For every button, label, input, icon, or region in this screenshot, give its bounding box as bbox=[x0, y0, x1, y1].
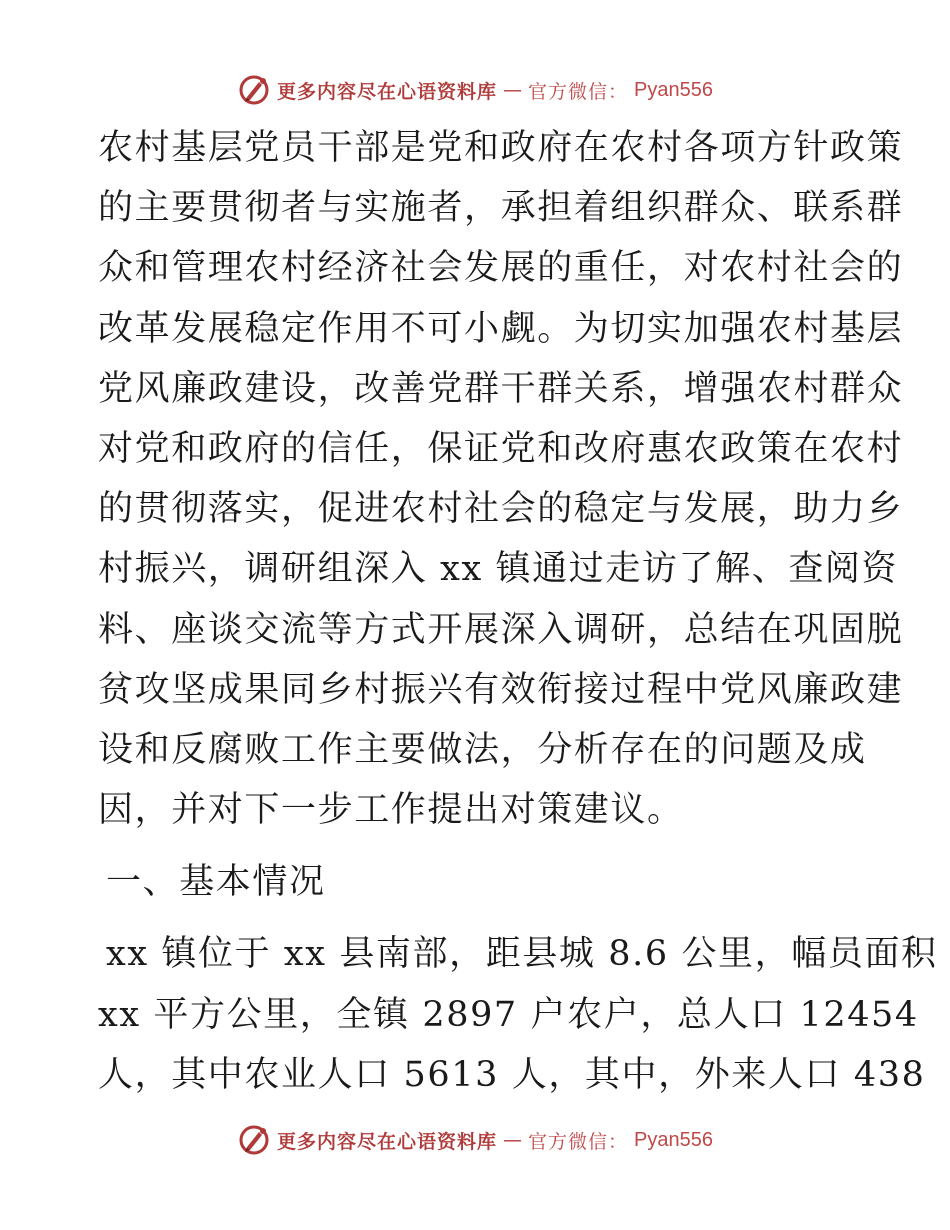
text-line: 村振兴，调研组深入 xx 镇通过走访了解、查阅资 bbox=[98, 549, 899, 590]
header-watermark-banner bbox=[0, 70, 950, 110]
text-line: 的贯彻落实，促进农村社会的稳定与发展，助力乡 bbox=[98, 489, 904, 530]
section-heading: 一、基本情况 bbox=[106, 862, 326, 903]
banner-wechat-label: 官方微信： bbox=[528, 1130, 629, 1153]
banner-main-text: 更多内容尽在心语资料库 bbox=[277, 1130, 498, 1153]
paragraph-intro bbox=[98, 118, 904, 840]
text-line: 设和反腐败工作主要做法，分析存在的问题及成 bbox=[98, 729, 867, 770]
text-line: 料、座谈交流等方式开展深入调研，总结在巩固脱 bbox=[98, 609, 904, 650]
paragraph-basic-info bbox=[98, 924, 938, 1105]
banner-wechat-id: Pyan556 bbox=[634, 78, 713, 101]
banner-separator: — bbox=[503, 79, 523, 101]
text-line: 的主要贯彻者与实施者，承担着组织群众、联系群 bbox=[98, 188, 904, 229]
text-line: xx 镇位于 xx 县南部，距县城 8.6 公里，幅员面积 bbox=[106, 934, 938, 975]
seal-logo-icon bbox=[237, 73, 271, 107]
text-line: 贫攻坚成果同乡村振兴有效衔接过程中党风廉政建 bbox=[98, 669, 904, 710]
banner-wechat-id: Pyan556 bbox=[634, 1128, 713, 1151]
text-line: 改革发展稳定作用不可小觑。为切实加强农村基层 bbox=[98, 308, 904, 349]
text-line: 党风廉政建设，改善党群干群关系，增强农村群众 bbox=[98, 368, 904, 409]
banner-wechat-label: 官方微信： bbox=[528, 80, 629, 103]
banner-main-text: 更多内容尽在心语资料库 bbox=[277, 80, 498, 103]
banner-separator: — bbox=[503, 1129, 523, 1151]
text-line: 众和管理农村经济社会发展的重任，对农村社会的 bbox=[98, 248, 904, 289]
text-line: xx 平方公里，全镇 2897 户农户，总人口 12454 bbox=[98, 994, 919, 1035]
document-body bbox=[98, 118, 938, 1105]
footer-watermark-banner bbox=[0, 1120, 950, 1160]
seal-logo-icon bbox=[237, 1123, 271, 1157]
text-line: 对党和政府的信任，保证党和改府惠农政策在农村 bbox=[98, 428, 904, 469]
text-line: 人，其中农业人口 5613 人，其中，外来人口 438 bbox=[98, 1054, 926, 1095]
text-line: 因，并对下一步工作提出对策建议。 bbox=[98, 790, 684, 831]
text-line: 农村基层党员干部是党和政府在农村各项方针政策 bbox=[98, 128, 904, 168]
